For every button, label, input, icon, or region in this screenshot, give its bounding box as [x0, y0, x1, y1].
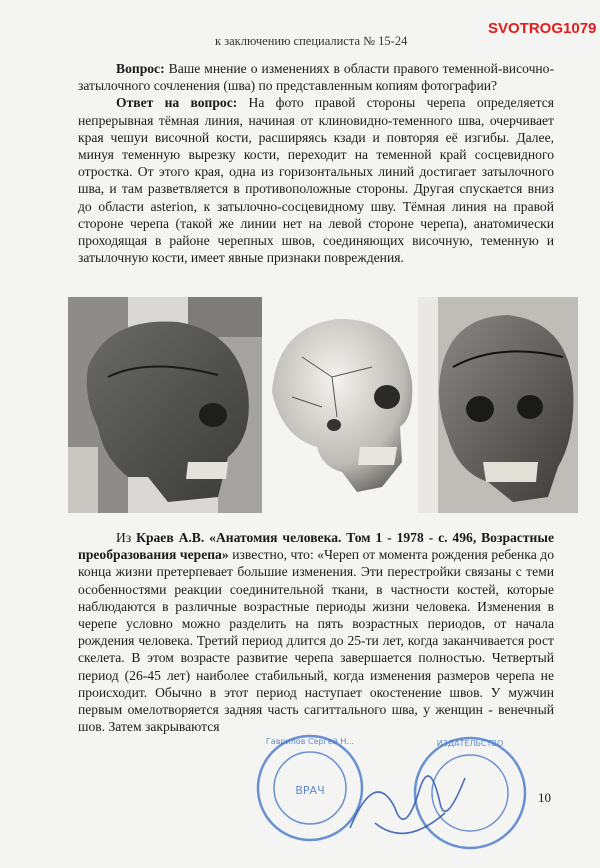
document-code: SVOTROG1079	[488, 20, 597, 37]
question-text: Ваше мнение о изменениях в области правого теменной-височно-затылочного сочленения (шва) по представленным копиям фотографии?	[78, 61, 554, 94]
signature	[350, 776, 465, 833]
quote-text: известно, что: «Череп от момента рождения ребенка до конца жизни претерпевает большие изменения. Эти перестройки связаны с теми особенностями реакции соединительной ткани, в частности костей, которые наблюдаются в различные возрастные периоды жизни человека. Изменения в черепе условно можно разделить на пять возрастных периодов, от начала рождения человека. Третий период длится до 25-ти лет, когда заканчивается рост скелета. В этом возрасте развитие черепа завершается полностью. Четвертый период (26-45 лет) наиболее стабильный, когда изменения размеров черепа не происходит. Обычно в этот период наступает окостенение швов. У мужчин первым омелотворяется задняя часть сагиттального шва, у женщин - венечный шов. Затем закрываются	[78, 547, 554, 735]
page-number: 10	[538, 790, 551, 805]
quote-paragraph	[78, 529, 554, 735]
question-label: Вопрос:	[116, 61, 165, 76]
skull-photos	[68, 297, 578, 513]
seal-left	[258, 736, 362, 840]
answer-text: На фото правой стороны черепа определяется непрерывная тёмная линия, начиная от клиновидно-теменного шва, очерчивает края чешуи височной кости, расширяясь кзади и повторяя её изгибы. Далее, минуя теменную вырезку кости, переходит на теменной край сосцевидного отростка. От этого края, одна из горизонтальных линий достигает затылочного шва, и там разветвляется в противоположные стороны. Другая спускается вниз до области asterion, к затылочно-сосцевидному шву. Тёмная линия на правой стороне черепа (такой же линии нет на левой стороне черепа), анатомически проходящая в районе черепных швов, соединяющих височную, теменную и затылочную кости, имеет явные признаки повреждения.	[78, 95, 554, 266]
quote-lead: Из	[116, 530, 137, 545]
seal-left-text: Гаврилов Сергей Н...	[265, 737, 355, 746]
skull-photo-right-side	[68, 297, 264, 513]
svg-text:ВРАЧ: ВРАЧ	[295, 784, 325, 797]
skull-model-right-side	[262, 297, 418, 513]
seal-right	[415, 738, 525, 848]
seals-and-signature	[255, 728, 535, 868]
quote-section	[78, 529, 554, 735]
question-paragraph	[78, 60, 554, 94]
quote-source: Краев А.В. «Анатомия человека. Том 1 - 1978 - с. 496, Возрастные преобразования черепа»	[78, 530, 554, 563]
answer-paragraph	[78, 94, 554, 266]
seal-right-text: ИЗДАТЕЛЬСТВО	[436, 739, 504, 748]
answer-label: Ответ на вопрос:	[116, 95, 238, 111]
question-answer-section	[78, 60, 554, 266]
skull-photo-oblique	[418, 297, 578, 513]
page-header: к заключению специалиста № 15-24	[215, 34, 408, 48]
